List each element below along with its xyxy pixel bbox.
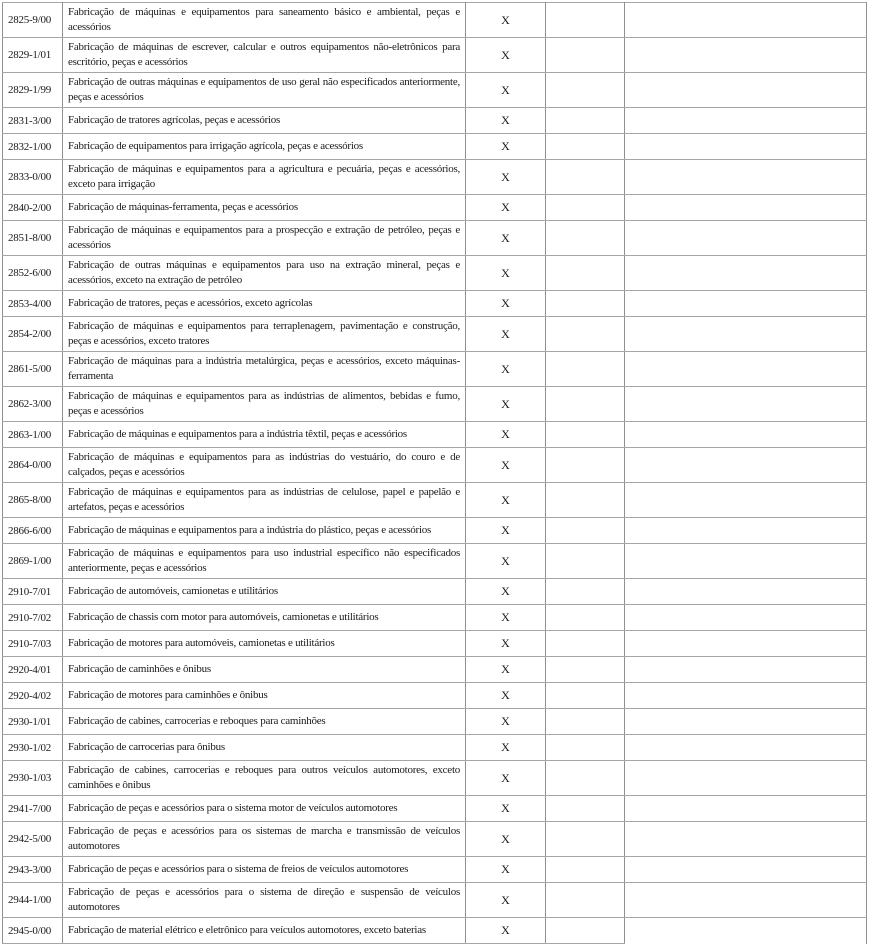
activity-code-cell: 2920-4/02: [3, 683, 63, 709]
empty-cell-1: [546, 605, 625, 631]
mark-cell: X: [466, 73, 546, 108]
table-row: [3, 709, 867, 735]
activity-code-cell: 2869-1/00: [3, 544, 63, 579]
activity-code-cell: 2829-1/01: [3, 38, 63, 73]
empty-cell-2: [625, 796, 867, 822]
mark-cell: X: [466, 918, 546, 944]
table-row: [3, 352, 867, 387]
table-row: [3, 883, 867, 918]
activity-code-cell: 2910-7/03: [3, 631, 63, 657]
activity-description-cell: Fabricação de carrocerias para ônibus: [63, 735, 466, 761]
empty-cell-2: [625, 160, 867, 195]
mark-cell: X: [466, 631, 546, 657]
activity-code-cell: 2944-1/00: [3, 883, 63, 918]
mark-cell: X: [466, 3, 546, 38]
empty-cell-1: [546, 918, 625, 944]
activity-code-cell: 2945-0/00: [3, 918, 63, 944]
table-row: [3, 422, 867, 448]
table-row: [3, 73, 867, 108]
empty-cell-2: [625, 221, 867, 256]
mark-cell: X: [466, 160, 546, 195]
empty-cell-1: [546, 256, 625, 291]
empty-cell-2: [625, 518, 867, 544]
empty-cell-1: [546, 796, 625, 822]
table-row: [3, 735, 867, 761]
mark-cell: X: [466, 352, 546, 387]
mark-cell: X: [466, 195, 546, 221]
table-row: [3, 108, 867, 134]
activity-code-cell: 2864-0/00: [3, 448, 63, 483]
activity-code-cell: 2861-5/00: [3, 352, 63, 387]
empty-cell-1: [546, 448, 625, 483]
activity-description-cell: Fabricação de cabines, carrocerias e reboques para caminhões: [63, 709, 466, 735]
empty-cell-1: [546, 422, 625, 448]
empty-cell-1: [546, 3, 625, 38]
activity-description-cell: Fabricação de máquinas-ferramenta, peças e acessórios: [63, 195, 466, 221]
mark-cell: X: [466, 883, 546, 918]
empty-cell-2: [625, 448, 867, 483]
activity-description-cell: Fabricação de cabines, carrocerias e reboques para outros veículos automotores, exceto caminhões e ônibus: [63, 761, 466, 796]
empty-cell-1: [546, 73, 625, 108]
empty-cell-1: [546, 317, 625, 352]
empty-cell-2: [625, 483, 867, 518]
activity-code-cell: 2941-7/00: [3, 796, 63, 822]
activity-description-cell: Fabricação de motores para automóveis, camionetas e utilitários: [63, 631, 466, 657]
empty-cell-1: [546, 857, 625, 883]
empty-cell-2: [625, 605, 867, 631]
empty-cell-1: [546, 544, 625, 579]
table-row: [3, 256, 867, 291]
activity-description-cell: Fabricação de máquinas para a indústria metalúrgica, peças e acessórios, exceto máquinas-ferramenta: [63, 352, 466, 387]
empty-cell-2: [625, 683, 867, 709]
table-row: [3, 631, 867, 657]
table-row: [3, 291, 867, 317]
table-row: [3, 657, 867, 683]
activity-description-cell: Fabricação de máquinas de escrever, calcular e outros equipamentos não-eletrônicos para escritório, peças e acessórios: [63, 38, 466, 73]
table-row: [3, 822, 867, 857]
activity-description-cell: Fabricação de material elétrico e eletrônico para veículos automotores, exceto baterias: [63, 918, 466, 944]
empty-cell-1: [546, 657, 625, 683]
activity-description-cell: Fabricação de caminhões e ônibus: [63, 657, 466, 683]
mark-cell: X: [466, 483, 546, 518]
mark-cell: X: [466, 857, 546, 883]
empty-cell-2: [625, 38, 867, 73]
activity-description-cell: Fabricação de máquinas e equipamentos para a agricultura e pecuária, peças e acessórios, exceto para irrigação: [63, 160, 466, 195]
empty-cell-1: [546, 683, 625, 709]
empty-cell-2: [625, 3, 867, 38]
table-row: [3, 3, 867, 38]
empty-cell-2: [625, 317, 867, 352]
table-row: [3, 448, 867, 483]
empty-cell-2: [625, 709, 867, 735]
mark-cell: X: [466, 709, 546, 735]
empty-cell-2: [625, 108, 867, 134]
mark-cell: X: [466, 134, 546, 160]
empty-cell-1: [546, 352, 625, 387]
table-row: [3, 761, 867, 796]
empty-cell-1: [546, 761, 625, 796]
activity-code-cell: 2942-5/00: [3, 822, 63, 857]
mark-cell: X: [466, 291, 546, 317]
mark-cell: X: [466, 387, 546, 422]
empty-cell-1: [546, 483, 625, 518]
empty-cell-2: [625, 883, 867, 918]
empty-cell-2: [625, 579, 867, 605]
table-row: [3, 387, 867, 422]
mark-cell: X: [466, 422, 546, 448]
empty-cell-1: [546, 38, 625, 73]
empty-cell-1: [546, 579, 625, 605]
empty-cell-2: [625, 195, 867, 221]
activity-code-cell: 2851-8/00: [3, 221, 63, 256]
activity-description-cell: Fabricação de máquinas e equipamentos para as indústrias do vestuário, do couro e de calçados, peças e acessórios: [63, 448, 466, 483]
document-page: [0, 2, 879, 937]
activity-code-cell: 2833-0/00: [3, 160, 63, 195]
mark-cell: X: [466, 683, 546, 709]
activity-code-cell: 2920-4/01: [3, 657, 63, 683]
empty-cell-1: [546, 822, 625, 857]
activity-code-cell: 2840-2/00: [3, 195, 63, 221]
empty-cell-2: [625, 918, 867, 944]
activity-description-cell: Fabricação de outras máquinas e equipamentos de uso geral não especificados anteriormente, peças e acessórios: [63, 73, 466, 108]
empty-cell-2: [625, 631, 867, 657]
activity-description-cell: Fabricação de máquinas e equipamentos para as indústrias de alimentos, bebidas e fumo, peças e acessórios: [63, 387, 466, 422]
empty-cell-2: [625, 352, 867, 387]
cnae-activity-table: [2, 2, 867, 944]
activity-code-cell: 2854-2/00: [3, 317, 63, 352]
mark-cell: X: [466, 108, 546, 134]
activity-description-cell: Fabricação de outras máquinas e equipamentos para uso na extração mineral, peças e acessórios, exceto na extração de petróleo: [63, 256, 466, 291]
table-row: [3, 160, 867, 195]
table-row: [3, 918, 867, 944]
mark-cell: X: [466, 761, 546, 796]
activity-description-cell: Fabricação de máquinas e equipamentos para a prospecção e extração de petróleo, peças e acessórios: [63, 221, 466, 256]
empty-cell-1: [546, 387, 625, 422]
activity-description-cell: Fabricação de tratores agrícolas, peças e acessórios: [63, 108, 466, 134]
activity-code-cell: 2853-4/00: [3, 291, 63, 317]
activity-description-cell: Fabricação de máquinas e equipamentos para saneamento básico e ambiental, peças e acessórios: [63, 3, 466, 38]
activity-code-cell: 2863-1/00: [3, 422, 63, 448]
empty-cell-2: [625, 761, 867, 796]
empty-cell-2: [625, 657, 867, 683]
empty-cell-2: [625, 387, 867, 422]
activity-code-cell: 2831-3/00: [3, 108, 63, 134]
activity-code-cell: 2866-6/00: [3, 518, 63, 544]
activity-code-cell: 2930-1/02: [3, 735, 63, 761]
activity-code-cell: 2829-1/99: [3, 73, 63, 108]
empty-cell-2: [625, 256, 867, 291]
mark-cell: X: [466, 822, 546, 857]
table-row: [3, 221, 867, 256]
mark-cell: X: [466, 735, 546, 761]
empty-cell-2: [625, 291, 867, 317]
empty-cell-2: [625, 857, 867, 883]
empty-cell-1: [546, 735, 625, 761]
empty-cell-1: [546, 291, 625, 317]
empty-cell-2: [625, 735, 867, 761]
activity-code-cell: 2865-8/00: [3, 483, 63, 518]
activity-code-cell: 2910-7/02: [3, 605, 63, 631]
table-row: [3, 683, 867, 709]
activity-description-cell: Fabricação de tratores, peças e acessórios, exceto agrícolas: [63, 291, 466, 317]
activity-description-cell: Fabricação de máquinas e equipamentos para as indústrias de celulose, papel e papelão e artefatos, peças e acessórios: [63, 483, 466, 518]
mark-cell: X: [466, 579, 546, 605]
table-row: [3, 518, 867, 544]
mark-cell: X: [466, 605, 546, 631]
table-row: [3, 195, 867, 221]
activity-code-cell: 2862-3/00: [3, 387, 63, 422]
empty-cell-2: [625, 422, 867, 448]
mark-cell: X: [466, 317, 546, 352]
empty-cell-1: [546, 108, 625, 134]
activity-description-cell: Fabricação de peças e acessórios para o sistema de freios de veículos automotores: [63, 857, 466, 883]
table-row: [3, 605, 867, 631]
activity-code-cell: 2943-3/00: [3, 857, 63, 883]
mark-cell: X: [466, 221, 546, 256]
activity-code-cell: 2910-7/01: [3, 579, 63, 605]
activity-description-cell: Fabricação de automóveis, camionetas e utilitários: [63, 579, 466, 605]
mark-cell: X: [466, 256, 546, 291]
activity-description-cell: Fabricação de máquinas e equipamentos para a indústria do plástico, peças e acessórios: [63, 518, 466, 544]
empty-cell-1: [546, 195, 625, 221]
table-row: [3, 134, 867, 160]
activity-description-cell: Fabricação de motores para caminhões e ônibus: [63, 683, 466, 709]
empty-cell-1: [546, 709, 625, 735]
mark-cell: X: [466, 544, 546, 579]
empty-cell-1: [546, 160, 625, 195]
table-row: [3, 796, 867, 822]
activity-description-cell: Fabricação de máquinas e equipamentos para a indústria têxtil, peças e acessórios: [63, 422, 466, 448]
table-row: [3, 317, 867, 352]
mark-cell: X: [466, 38, 546, 73]
activity-code-cell: 2832-1/00: [3, 134, 63, 160]
activity-description-cell: Fabricação de máquinas e equipamentos para terraplenagem, pavimentação e construção, peças e acessórios, exceto tratores: [63, 317, 466, 352]
activity-code-cell: 2930-1/03: [3, 761, 63, 796]
empty-cell-2: [625, 822, 867, 857]
empty-cell-1: [546, 631, 625, 657]
mark-cell: X: [466, 657, 546, 683]
mark-cell: X: [466, 448, 546, 483]
activity-code-cell: 2825-9/00: [3, 3, 63, 38]
table-row: [3, 579, 867, 605]
activity-description-cell: Fabricação de máquinas e equipamentos para uso industrial específico não especificados anteriormente, peças e acessórios: [63, 544, 466, 579]
empty-cell-2: [625, 73, 867, 108]
activity-description-cell: Fabricação de peças e acessórios para os sistemas de marcha e transmissão de veículos automotores: [63, 822, 466, 857]
table-row: [3, 38, 867, 73]
activity-description-cell: Fabricação de peças e acessórios para o sistema de direção e suspensão de veículos automotores: [63, 883, 466, 918]
empty-cell-1: [546, 134, 625, 160]
mark-cell: X: [466, 796, 546, 822]
mark-cell: X: [466, 518, 546, 544]
empty-cell-1: [546, 518, 625, 544]
empty-cell-1: [546, 221, 625, 256]
table-row: [3, 544, 867, 579]
activity-description-cell: Fabricação de equipamentos para irrigação agrícola, peças e acessórios: [63, 134, 466, 160]
empty-cell-2: [625, 134, 867, 160]
activity-code-cell: 2852-6/00: [3, 256, 63, 291]
activity-description-cell: Fabricação de chassis com motor para automóveis, camionetas e utilitários: [63, 605, 466, 631]
empty-cell-1: [546, 883, 625, 918]
activity-description-cell: Fabricação de peças e acessórios para o sistema motor de veículos automotores: [63, 796, 466, 822]
table-row: [3, 483, 867, 518]
table-row: [3, 857, 867, 883]
empty-cell-2: [625, 544, 867, 579]
table-body: [3, 3, 867, 944]
activity-code-cell: 2930-1/01: [3, 709, 63, 735]
